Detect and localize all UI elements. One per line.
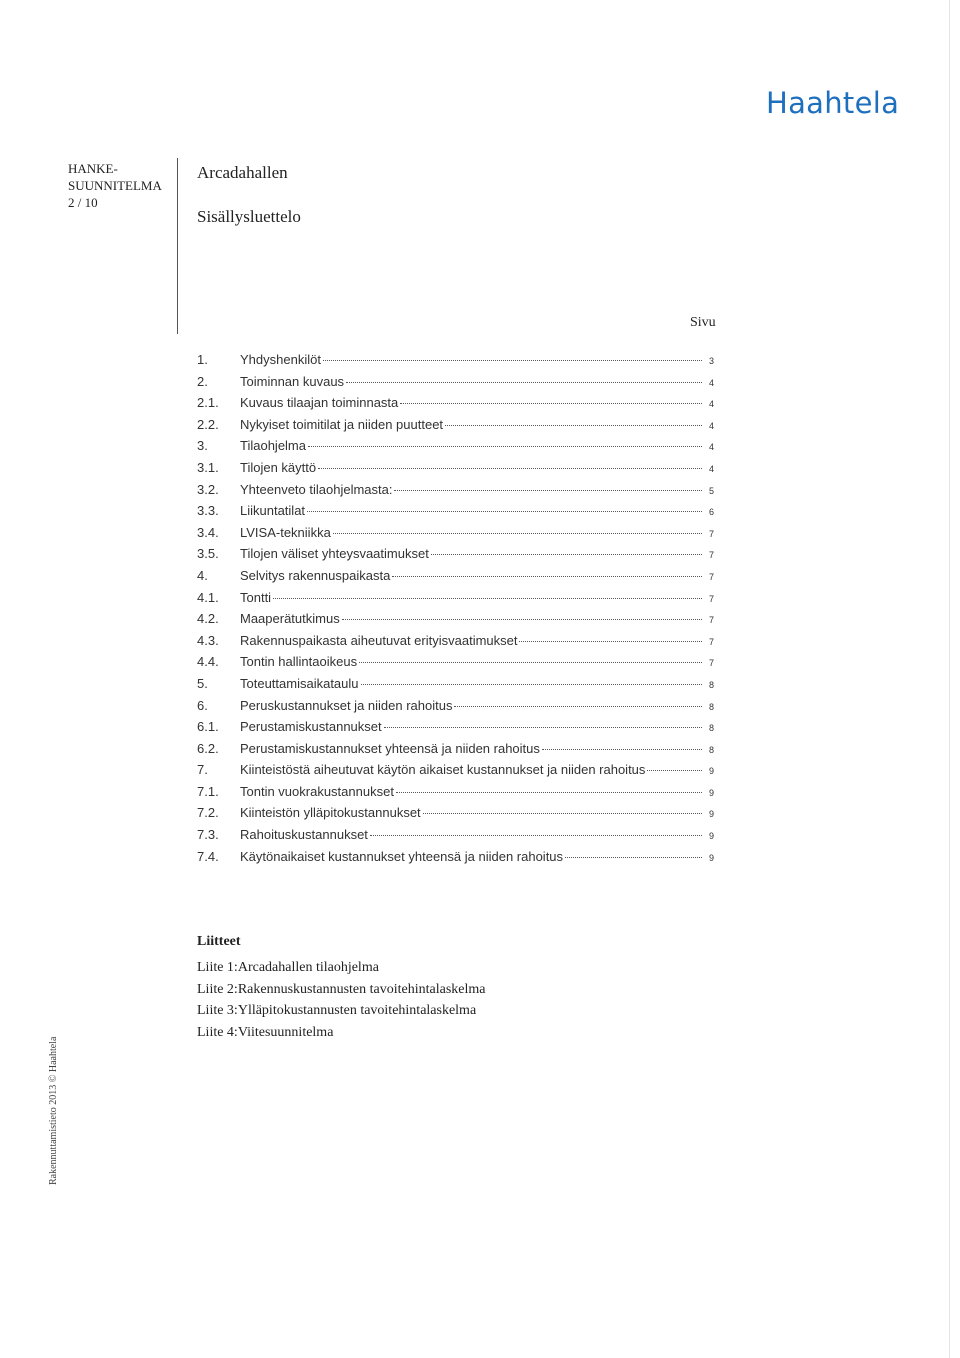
toc-entry-text: Peruskustannukset ja niiden rahoitus bbox=[240, 697, 453, 713]
toc-entry[interactable] bbox=[197, 676, 714, 698]
attachments-list bbox=[197, 957, 486, 1043]
toc-entry[interactable] bbox=[197, 827, 714, 849]
toc-entry[interactable] bbox=[197, 741, 714, 763]
toc-entry-number: 4.1. bbox=[197, 589, 219, 605]
toc-entry-number: 2. bbox=[197, 373, 208, 389]
toc-dot-leader bbox=[519, 641, 702, 642]
toc-entry[interactable] bbox=[197, 784, 714, 806]
toc-entry[interactable] bbox=[197, 438, 714, 460]
toc-dot-leader bbox=[542, 749, 702, 750]
toc-entry[interactable] bbox=[197, 698, 714, 720]
document-title: Arcadahallen bbox=[197, 163, 288, 182]
toc-entry-text: Tilaohjelma bbox=[240, 438, 306, 454]
toc-dot-leader bbox=[396, 792, 702, 793]
toc-entry-text: Tilojen väliset yhteysvaatimukset bbox=[240, 546, 429, 562]
toc-entry-number: 4. bbox=[197, 567, 208, 583]
toc-entry-number: 3.4. bbox=[197, 524, 219, 540]
toc-entry-text: Kuvaus tilaajan toiminnasta bbox=[240, 395, 399, 411]
toc-dot-leader bbox=[346, 382, 702, 383]
toc-entry-text: Tontin hallintaoikeus bbox=[240, 654, 358, 670]
toc-title: Sisällysluettelo bbox=[197, 207, 301, 226]
toc-entry-number: 2.1. bbox=[197, 395, 219, 411]
toc-entry[interactable] bbox=[197, 849, 714, 871]
toc-dot-leader bbox=[359, 662, 702, 663]
toc-dot-leader bbox=[384, 727, 702, 728]
toc-entry-number: 7. bbox=[197, 762, 208, 778]
toc-entry-text: Kiinteistön ylläpitokustannukset bbox=[240, 805, 421, 821]
toc-entry-page: 4 bbox=[708, 377, 714, 388]
attachment-item bbox=[197, 1000, 486, 1022]
toc-entry-text: Liikuntatilat bbox=[240, 503, 306, 519]
toc-entry-text: Rakennuspaikasta aiheutuvat erityisvaatimukset bbox=[240, 632, 518, 648]
toc-entry-text: Käytönaikaiset kustannukset yhteensä ja niiden rahoitus bbox=[240, 848, 564, 864]
toc-entry[interactable] bbox=[197, 546, 714, 568]
toc-entry-number: 4.2. bbox=[197, 611, 219, 627]
footer-copyright: Rakennuttamistieto 2013 © Haahtela bbox=[48, 1036, 59, 1185]
toc-dot-leader bbox=[333, 533, 702, 534]
toc-entry[interactable] bbox=[197, 352, 714, 374]
toc-entry-page: 9 bbox=[708, 766, 714, 777]
toc-entry-text: LVISA-tekniikka bbox=[240, 524, 331, 540]
toc-entry-number: 7.1. bbox=[197, 783, 219, 799]
toc-entry-page: 8 bbox=[708, 679, 714, 690]
toc-entry-page: 5 bbox=[708, 485, 714, 496]
toc-entry[interactable] bbox=[197, 525, 714, 547]
toc-entry-page: 7 bbox=[708, 593, 714, 604]
brand-logo: Haahtela bbox=[766, 86, 900, 120]
toc-entry-number: 7.3. bbox=[197, 827, 219, 843]
toc-dot-leader bbox=[431, 554, 702, 555]
toc-entry-number: 6.2. bbox=[197, 740, 219, 756]
page-column-header: Sivu bbox=[690, 315, 716, 330]
toc-entry[interactable] bbox=[197, 374, 714, 396]
toc-entry-text: Toiminnan kuvaus bbox=[240, 373, 345, 389]
toc-entry[interactable] bbox=[197, 654, 714, 676]
toc-entry-page: 8 bbox=[708, 723, 714, 734]
toc-dot-leader bbox=[342, 619, 702, 620]
toc-entry-text: Perustamiskustannukset yhteensä ja niiden rahoitus bbox=[240, 740, 540, 756]
toc-entry[interactable] bbox=[197, 762, 714, 784]
table-of-contents bbox=[197, 352, 714, 870]
toc-entry-page: 7 bbox=[708, 571, 714, 582]
toc-entry-page: 9 bbox=[708, 852, 714, 863]
toc-entry[interactable] bbox=[197, 719, 714, 741]
attachment-label: Liite 2: bbox=[197, 981, 238, 997]
toc-entry-page: 9 bbox=[708, 831, 714, 842]
toc-entry[interactable] bbox=[197, 395, 714, 417]
toc-entry-page: 7 bbox=[708, 550, 714, 561]
attachment-label: Liite 3: bbox=[197, 1003, 238, 1019]
toc-entry-text: Yhteenveto tilaohjelmasta: bbox=[240, 481, 393, 497]
toc-dot-leader bbox=[273, 598, 702, 599]
project-label-block bbox=[68, 160, 162, 211]
toc-entry-page: 7 bbox=[708, 615, 714, 626]
toc-dot-leader bbox=[394, 490, 702, 491]
toc-dot-leader bbox=[400, 403, 702, 404]
toc-entry-page: 8 bbox=[708, 744, 714, 755]
attachment-item bbox=[197, 1022, 486, 1044]
toc-entry[interactable] bbox=[197, 805, 714, 827]
toc-entry-text: Maaperätutkimus bbox=[240, 611, 340, 627]
toc-entry-page: 9 bbox=[708, 809, 714, 820]
toc-entry-number: 7.2. bbox=[197, 805, 219, 821]
toc-dot-leader bbox=[308, 446, 702, 447]
toc-entry-page: 9 bbox=[708, 787, 714, 798]
project-label-line1: HANKE- bbox=[68, 161, 118, 176]
vertical-divider bbox=[177, 158, 178, 334]
attachment-item bbox=[197, 979, 486, 1001]
toc-dot-leader bbox=[454, 706, 702, 707]
toc-entry-text: Nykyiset toimitilat ja niiden puutteet bbox=[240, 416, 444, 432]
attachment-item bbox=[197, 957, 486, 979]
attachment-text: Ylläpitokustannusten tavoitehintalaskelma bbox=[237, 1003, 477, 1019]
toc-entry-page: 7 bbox=[708, 658, 714, 669]
toc-entry-number: 1. bbox=[197, 352, 208, 367]
toc-entry-number: 7.4. bbox=[197, 848, 219, 864]
toc-dot-leader bbox=[423, 813, 702, 814]
toc-dot-leader bbox=[307, 511, 702, 512]
toc-entry[interactable] bbox=[197, 460, 714, 482]
toc-entry-text: Tontti bbox=[240, 589, 272, 605]
project-label-line2: SUUNNITELMA bbox=[68, 178, 162, 193]
toc-entry-number: 3.2. bbox=[197, 481, 219, 497]
toc-entry-text: Tilojen käyttö bbox=[240, 459, 317, 475]
toc-entry-number: 2.2. bbox=[197, 416, 219, 432]
attachment-text: Rakennuskustannusten tavoitehintalaskelma bbox=[237, 981, 486, 997]
toc-entry-text: Yhdyshenkilöt bbox=[240, 352, 321, 367]
toc-dot-leader bbox=[318, 468, 702, 469]
toc-entry-text: Toteuttamisaikataulu bbox=[240, 675, 359, 691]
toc-entry-number: 4.3. bbox=[197, 632, 219, 648]
toc-entry-number: 3.3. bbox=[197, 503, 219, 519]
toc-dot-leader bbox=[361, 684, 702, 685]
toc-entry[interactable] bbox=[197, 590, 714, 612]
toc-entry-page: 3 bbox=[708, 356, 714, 366]
toc-dot-leader bbox=[323, 360, 702, 361]
toc-entry[interactable] bbox=[197, 611, 714, 633]
toc-entry[interactable] bbox=[197, 482, 714, 504]
page-edge-line bbox=[949, 0, 950, 1358]
toc-dot-leader bbox=[392, 576, 702, 577]
toc-entry-text: Perustamiskustannukset bbox=[240, 719, 382, 735]
attachments-title: Liitteet bbox=[197, 934, 241, 949]
toc-entry-text: Kiinteistöstä aiheutuvat käytön aikaiset kustannukset ja niiden rahoitus bbox=[240, 762, 646, 778]
toc-entry-number: 6. bbox=[197, 697, 208, 713]
toc-entry-text: Rahoituskustannukset bbox=[240, 827, 368, 843]
toc-dot-leader bbox=[565, 857, 702, 858]
toc-entry-number: 4.4. bbox=[197, 654, 219, 670]
attachment-text: Arcadahallen tilaohjelma bbox=[237, 960, 379, 975]
page-counter: 2 / 10 bbox=[68, 195, 98, 210]
toc-entry-page: 8 bbox=[708, 701, 714, 712]
attachment-label: Liite 4: bbox=[197, 1024, 238, 1040]
toc-dot-leader bbox=[445, 425, 702, 426]
toc-entry-number: 6.1. bbox=[197, 719, 219, 735]
toc-entry[interactable] bbox=[197, 633, 714, 655]
toc-entry[interactable] bbox=[197, 417, 714, 439]
attachment-label: Liite 1: bbox=[197, 960, 238, 975]
toc-entry-page: 6 bbox=[708, 507, 714, 518]
toc-entry-page: 4 bbox=[708, 442, 714, 453]
toc-entry-page: 7 bbox=[708, 636, 714, 647]
toc-entry-text: Tontin vuokrakustannukset bbox=[240, 783, 394, 799]
toc-entry-page: 7 bbox=[708, 528, 714, 539]
toc-entry[interactable] bbox=[197, 503, 714, 525]
attachment-text: Viitesuunnitelma bbox=[237, 1024, 334, 1040]
toc-entry-page: 4 bbox=[708, 420, 714, 431]
toc-entry-page: 4 bbox=[708, 463, 714, 474]
toc-entry-number: 3.5. bbox=[197, 546, 219, 562]
toc-entry-page: 4 bbox=[708, 399, 714, 410]
toc-entry-number: 3.1. bbox=[197, 459, 219, 475]
toc-dot-leader bbox=[647, 770, 702, 771]
toc-entry-number: 3. bbox=[197, 438, 208, 454]
toc-entry[interactable] bbox=[197, 568, 714, 590]
toc-dot-leader bbox=[370, 835, 702, 836]
toc-entry-text: Selvitys rakennuspaikasta bbox=[240, 567, 391, 583]
toc-entry-number: 5. bbox=[197, 675, 208, 691]
